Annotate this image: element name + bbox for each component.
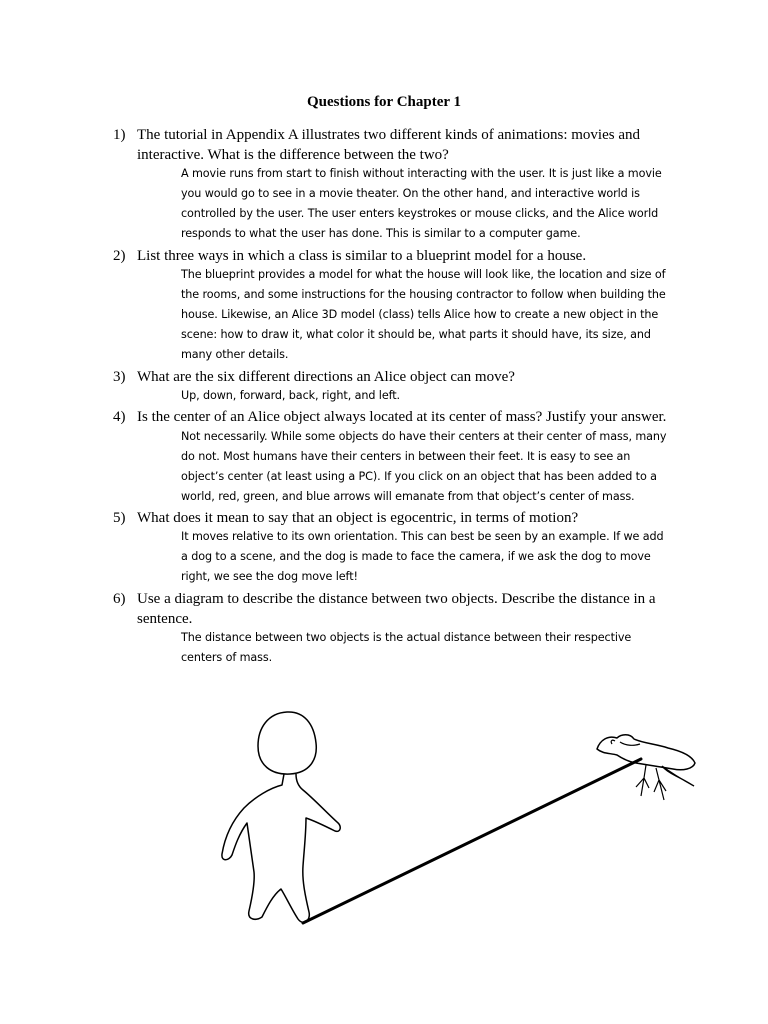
distance-line — [303, 759, 641, 923]
question-number: 4) — [113, 409, 126, 425]
question-text: What does it mean to say that an object is egocentric, in terms of motion? — [137, 510, 579, 526]
question-number: 5) — [113, 510, 126, 526]
bird-legs-drawing — [636, 765, 666, 800]
answer-text: The blueprint provides a model for what the house will look like, the location and size of the rooms, and some instructions for the housing contractor to follow when building the house. Likewise, an Alice 3D model (class) tells Alice how to create a new object in the scene: how to draw it, what color it should be, what parts it should have, its size, and many other details. — [181, 268, 666, 361]
question-text: Is the center of an Alice object always located at its center of mass? Justify your answer. — [137, 409, 667, 425]
answer-text: A movie runs from start to finish without interacting with the user. It is just like a movie you would go to see in a movie theater. On the other hand, and interactive world is controlled by the user. The user enters keystrokes or mouse clicks, and the Alice world responds to what the user has done. This is similar to a computer game. — [181, 167, 662, 240]
answer-text: It moves relative to its own orientation. This can best be seen by an example. If we add a dog to a scene, and the dog is made to face the camera, if we ask the dog to move right, we see the dog move left! — [181, 530, 664, 583]
bird-wing-drawing — [611, 740, 640, 745]
person-head-drawing — [258, 712, 316, 774]
question-text: Use a diagram to describe the distance between two objects. Describe the distance in a sentence. — [137, 591, 656, 627]
question-number: 6) — [113, 591, 126, 607]
question-number: 3) — [113, 369, 126, 385]
answer-text: The distance between two objects is the actual distance between their respective centers of mass. — [181, 631, 632, 664]
question-number: 2) — [113, 248, 126, 264]
answer-text: Not necessarily. While some objects do have their centers at their center of mass, many do not. Most humans have their centers in between their feet. It is easy to see an object’s center (at least using a PC). If you click on an object that has been added to a world, red, green, and blue arrows will emanate from that object’s center of mass. — [181, 430, 667, 503]
question-text: What are the six different directions an Alice object can move? — [137, 369, 515, 385]
answer-text: Up, down, forward, back, right, and left. — [181, 389, 400, 402]
question-number: 1) — [113, 127, 126, 143]
question-text: List three ways in which a class is similar to a blueprint model for a house. — [137, 248, 587, 264]
page-title: Questions for Chapter 1 — [306, 94, 462, 110]
person-body-drawing — [222, 774, 340, 922]
question-text: The tutorial in Appendix A illustrates two different kinds of animations: movies and interactive. What is the difference between the two? — [137, 127, 640, 163]
